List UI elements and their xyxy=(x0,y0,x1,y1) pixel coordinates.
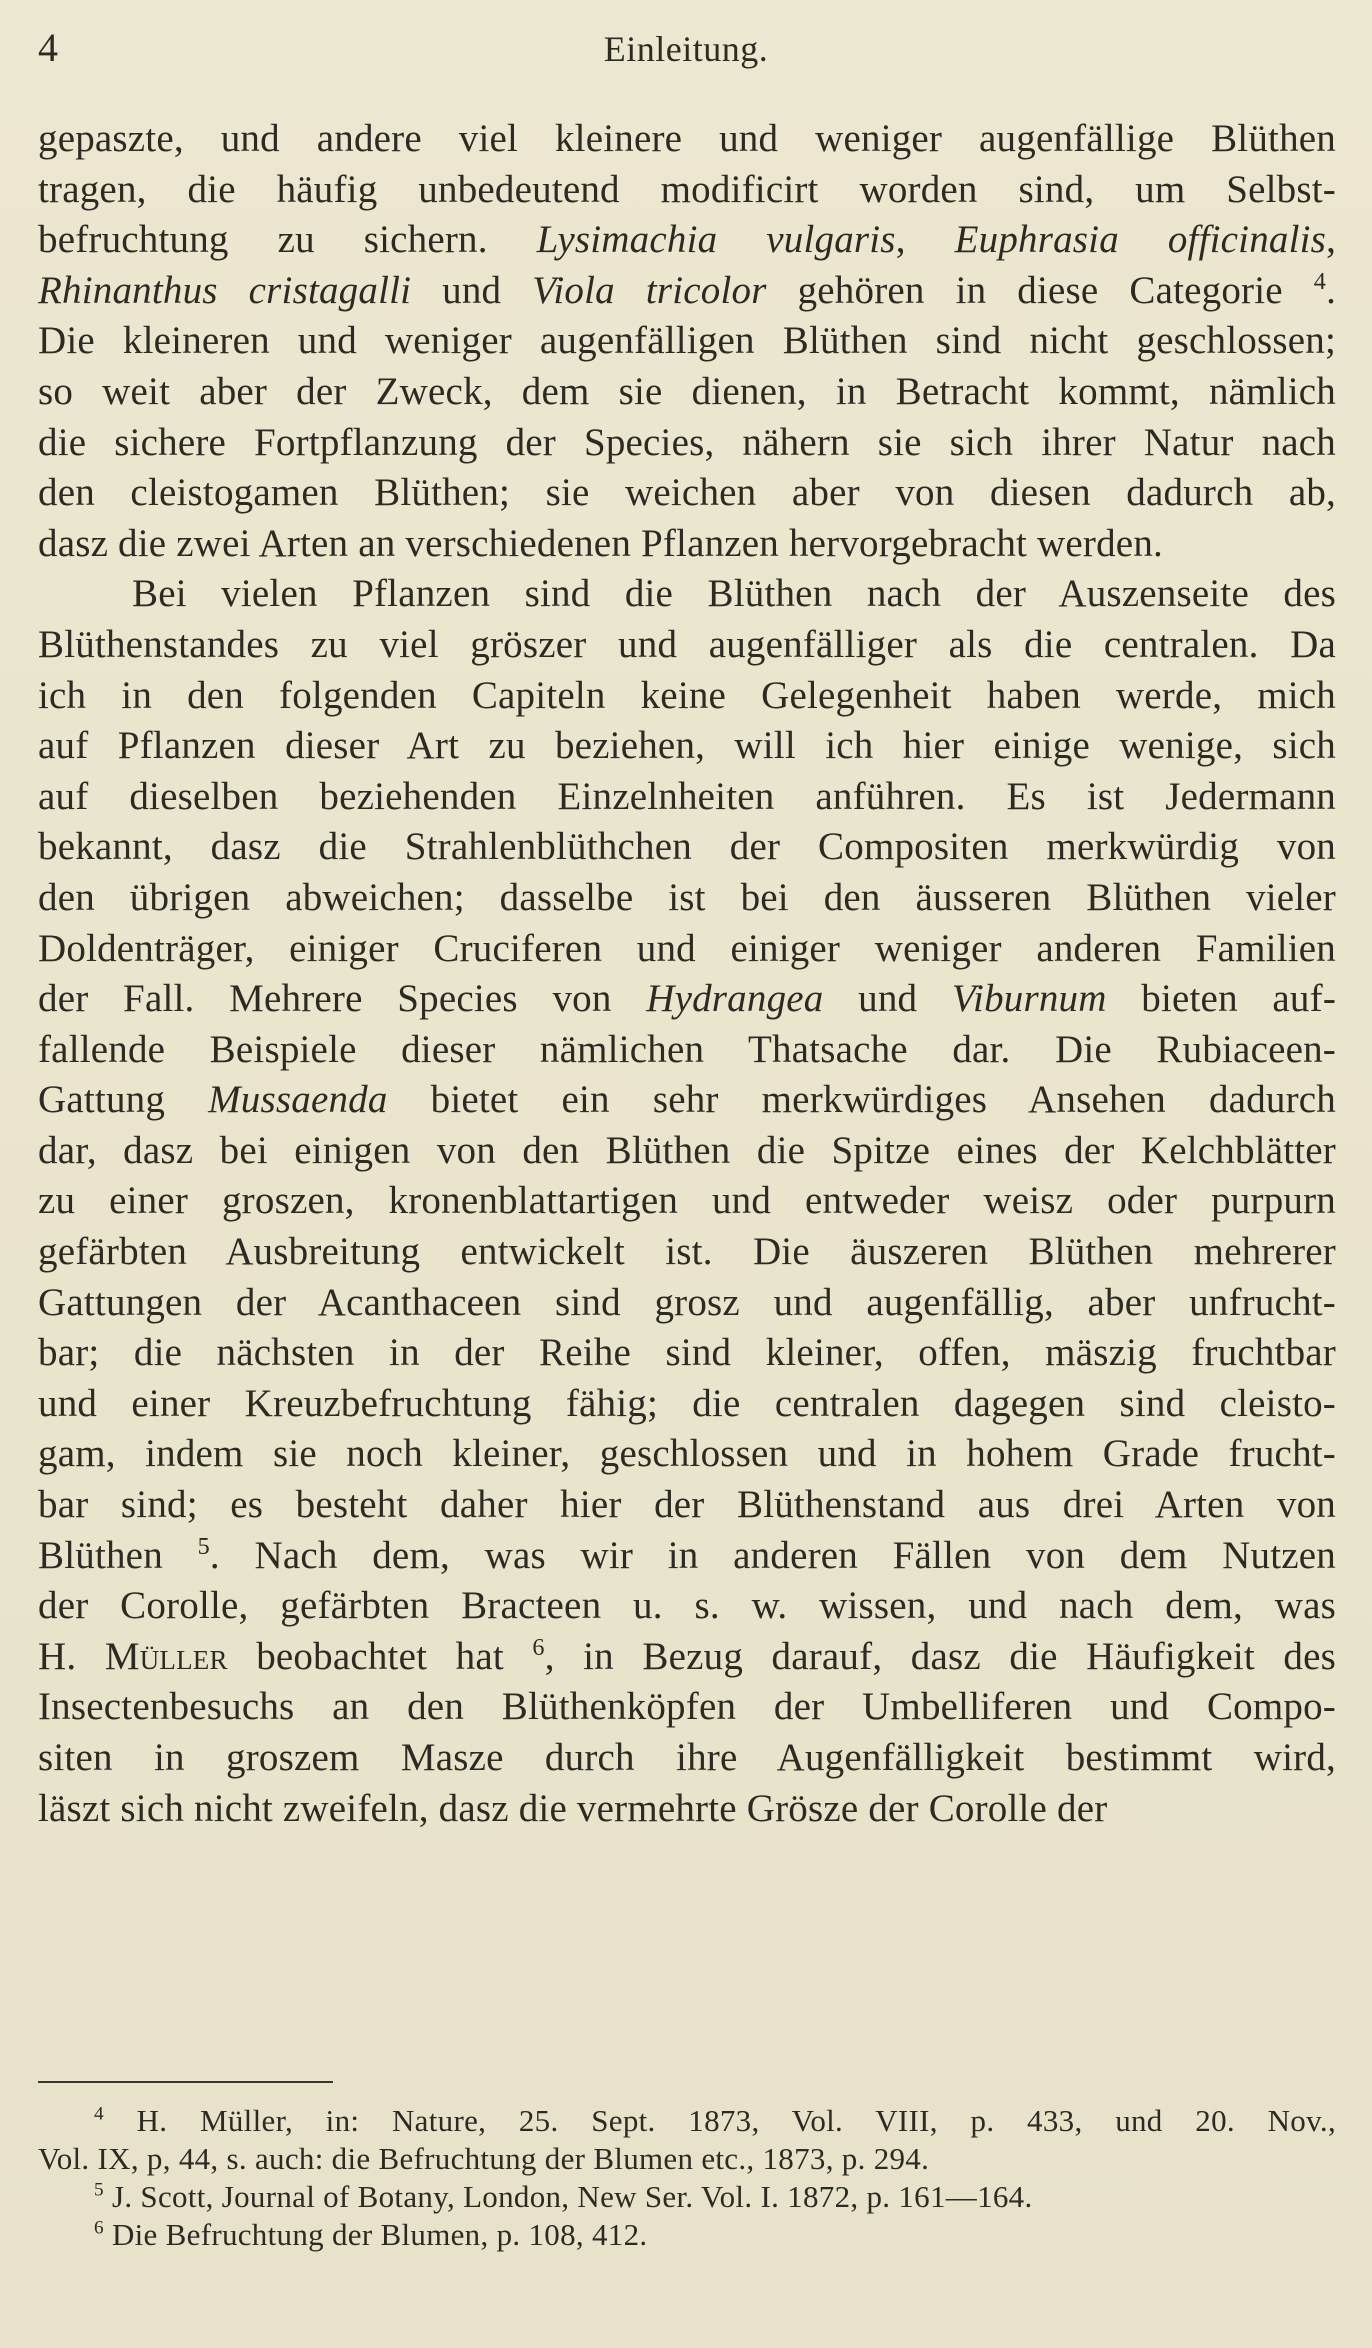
text-segment: den übrigen abweichen; dasselbe ist bei den äusseren Blüthen vieler xyxy=(38,875,1336,919)
text-line xyxy=(38,671,1336,722)
footnote-marker: 5 xyxy=(94,2179,104,2201)
text-segment: und einer Kreuzbefruchtung fähig; die centralen dagegen sind cleisto- xyxy=(38,1381,1336,1425)
text-line xyxy=(38,1581,1336,1632)
text-segment: gam, indem sie noch kleiner, geschlossen und in hohem Grade frucht- xyxy=(38,1432,1336,1476)
text-segment: ich in den folgenden Capiteln keine Gelegenheit haben werde, mich xyxy=(38,673,1336,717)
text-segment: , in Bezug darauf, dasz die Häufigkeit des xyxy=(544,1634,1337,1678)
text-segment: fallende Beispiele dieser nämlichen Thatsache dar. Die Rubiaceen- xyxy=(38,1027,1336,1071)
text-segment: Müller xyxy=(104,1634,228,1678)
text-segment: , xyxy=(1326,218,1337,262)
text-segment: . xyxy=(1326,268,1337,312)
text-segment: so weit aber der Zweck, dem sie dienen, in Betracht kommt, nämlich xyxy=(38,369,1336,413)
text-segment: bieten auf- xyxy=(1106,977,1337,1021)
footnote-marker: 6 xyxy=(94,2217,104,2239)
text-segment: befruchtung zu sichern. xyxy=(38,218,537,262)
footnote-marker: 4 xyxy=(94,2103,104,2125)
text-segment: die sichere Fortpflanzung der Species, nähern sie sich ihrer Natur nach xyxy=(38,420,1336,464)
body-text xyxy=(38,114,1336,1834)
text-segment: bar sind; es besteht daher hier der Blüthenstand aus drei Arten von xyxy=(38,1483,1336,1527)
footnote-line xyxy=(38,2178,1336,2216)
text-segment: Mussaenda xyxy=(208,1078,388,1122)
text-segment: gehören in diese Categorie xyxy=(766,268,1314,312)
text-segment: J. Scott, Journal of Botany, London, New Ser. Vol. I. 1872, p. 161—164. xyxy=(103,2179,1033,2214)
text-line xyxy=(38,1379,1336,1430)
text-line xyxy=(38,1784,1336,1835)
text-segment: . Nach dem, was wir in anderen Fällen von dem Nutzen xyxy=(209,1533,1337,1577)
text-segment: auf Pflanzen dieser Art zu beziehen, will ich hier einige wenige, sich xyxy=(38,724,1336,768)
text-segment: auf dieselben beziehenden Einzelnheiten anführen. Es ist Jedermann xyxy=(38,774,1336,818)
text-segment: Insectenbesuchs an den Blüthenköpfen der Umbelliferen und Compo- xyxy=(38,1685,1336,1729)
text-segment: Lysimachia vulgaris xyxy=(536,218,896,262)
text-line xyxy=(38,468,1336,519)
text-line xyxy=(38,772,1336,823)
text-segment: bietet ein sehr merkwürdiges Ansehen dadurch xyxy=(387,1078,1336,1122)
text-line xyxy=(38,1632,1336,1683)
text-line xyxy=(38,1328,1336,1379)
text-segment: gefärbten Ausbreitung entwickelt ist. Die äuszeren Blüthen mehrerer xyxy=(38,1230,1336,1274)
text-line xyxy=(38,316,1336,367)
text-line xyxy=(38,721,1336,772)
text-segment: dar, dasz bei einigen von den Blüthen die Spitze eines der Kelchblätter xyxy=(38,1128,1336,1172)
page-header xyxy=(38,24,1334,84)
text-segment: Euphrasia officinalis xyxy=(954,218,1327,262)
text-line xyxy=(38,418,1336,469)
text-line xyxy=(38,1480,1336,1531)
text-line xyxy=(38,1025,1336,1076)
text-segment: Blüthen xyxy=(38,1533,198,1577)
text-segment: , xyxy=(895,218,955,262)
text-segment: Viola tricolor xyxy=(532,268,767,312)
text-segment: den cleistogamen Blüthen; sie weichen aber von diesen dadurch ab, xyxy=(38,471,1336,515)
footnotes xyxy=(38,2102,1336,2254)
text-line xyxy=(38,165,1336,216)
text-line xyxy=(38,1429,1336,1480)
text-line xyxy=(38,569,1336,620)
footnote-rule xyxy=(38,2081,333,2083)
text-line xyxy=(38,620,1336,671)
text-segment: H. Müller, in: Nature, 25. Sept. 1873, Vol. VIII, p. 433, und 20. Nov., xyxy=(103,2103,1336,2138)
text-line xyxy=(38,519,1336,570)
text-line xyxy=(38,1075,1336,1126)
text-segment: Gattung xyxy=(38,1078,209,1122)
text-segment: Rhinanthus cristagalli xyxy=(38,268,412,312)
text-line xyxy=(38,822,1336,873)
footnote-line xyxy=(38,2216,1336,2254)
text-segment: Gattungen der Acanthaceen sind grosz und augenfällig, aber unfrucht- xyxy=(38,1280,1336,1324)
text-segment: Vol. IX, p, 44, s. auch: die Befruchtung der Blumen etc., 1873, p. 294. xyxy=(38,2141,930,2176)
text-segment: der Fall. Mehrere Species von xyxy=(38,977,647,1021)
text-line xyxy=(38,1278,1336,1329)
text-line xyxy=(38,367,1336,418)
text-segment: der Corolle, gefärbten Bracteen u. s. w. wissen, und nach dem, was xyxy=(38,1584,1336,1628)
text-line xyxy=(38,974,1336,1025)
footnote-marker: 4 xyxy=(1313,267,1327,295)
text-line xyxy=(38,266,1336,317)
page-number: 4 xyxy=(38,25,58,70)
text-segment: Blüthenstandes zu viel gröszer und augenfälliger als die centralen. Da xyxy=(38,622,1336,666)
text-segment: siten in groszem Masze durch ihre Augenfälligkeit bestimmt wird, xyxy=(38,1736,1336,1779)
text-line xyxy=(38,114,1336,165)
text-segment: und xyxy=(411,268,533,312)
footnote-marker: 5 xyxy=(197,1532,210,1560)
text-segment: Die Befruchtung der Blumen, p. 108, 412. xyxy=(103,2217,648,2252)
text-segment: Die kleineren und weniger augenfälligen Blüthen sind nicht geschlossen; xyxy=(38,319,1336,363)
text-segment: beobachtet hat xyxy=(227,1634,533,1678)
text-line xyxy=(38,924,1336,975)
text-segment: bar; die nächsten in der Reihe sind kleiner, offen, mäszig fruchtbar xyxy=(38,1331,1336,1375)
text-segment: zu einer groszen, kronenblattartigen und entweder weisz oder purpurn xyxy=(38,1179,1336,1223)
text-line xyxy=(38,215,1336,266)
text-segment: tragen, die häufig unbedeutend modificirt worden sind, um Selbst- xyxy=(38,167,1336,211)
footnote-line xyxy=(38,2102,1336,2140)
text-segment: Bei vielen Pflanzen sind die Blüthen nach der Auszenseite des xyxy=(132,572,1336,616)
text-segment: gepaszte, und andere viel kleinere und weniger augenfällige Blüthen xyxy=(38,117,1336,160)
text-segment: dasz die zwei Arten an verschiedenen Pflanzen hervorgebracht werden. xyxy=(38,521,1163,565)
text-segment: Doldenträger, einiger Cruciferen und einiger weniger anderen Familien xyxy=(38,926,1336,970)
running-title: Einleitung. xyxy=(603,29,769,69)
text-segment: Hydrangea xyxy=(646,977,824,1021)
text-line xyxy=(38,1733,1336,1784)
footnote-line xyxy=(38,2140,1336,2178)
text-line xyxy=(38,1227,1336,1278)
text-line xyxy=(38,873,1336,924)
text-line xyxy=(38,1531,1336,1582)
text-line xyxy=(38,1682,1336,1733)
text-segment: läszt sich nicht zweifeln, dasz die vermehrte Grösze der Corolle der xyxy=(38,1786,1108,1830)
text-segment: und xyxy=(823,977,952,1021)
text-segment: Viburnum xyxy=(951,977,1107,1021)
text-line xyxy=(38,1126,1336,1177)
footnote-marker: 6 xyxy=(532,1633,545,1661)
text-segment: bekannt, dasz die Strahlenblüthchen der Compositen merkwürdig von xyxy=(38,825,1336,869)
text-segment: H. xyxy=(38,1634,105,1678)
text-line xyxy=(38,1176,1336,1227)
